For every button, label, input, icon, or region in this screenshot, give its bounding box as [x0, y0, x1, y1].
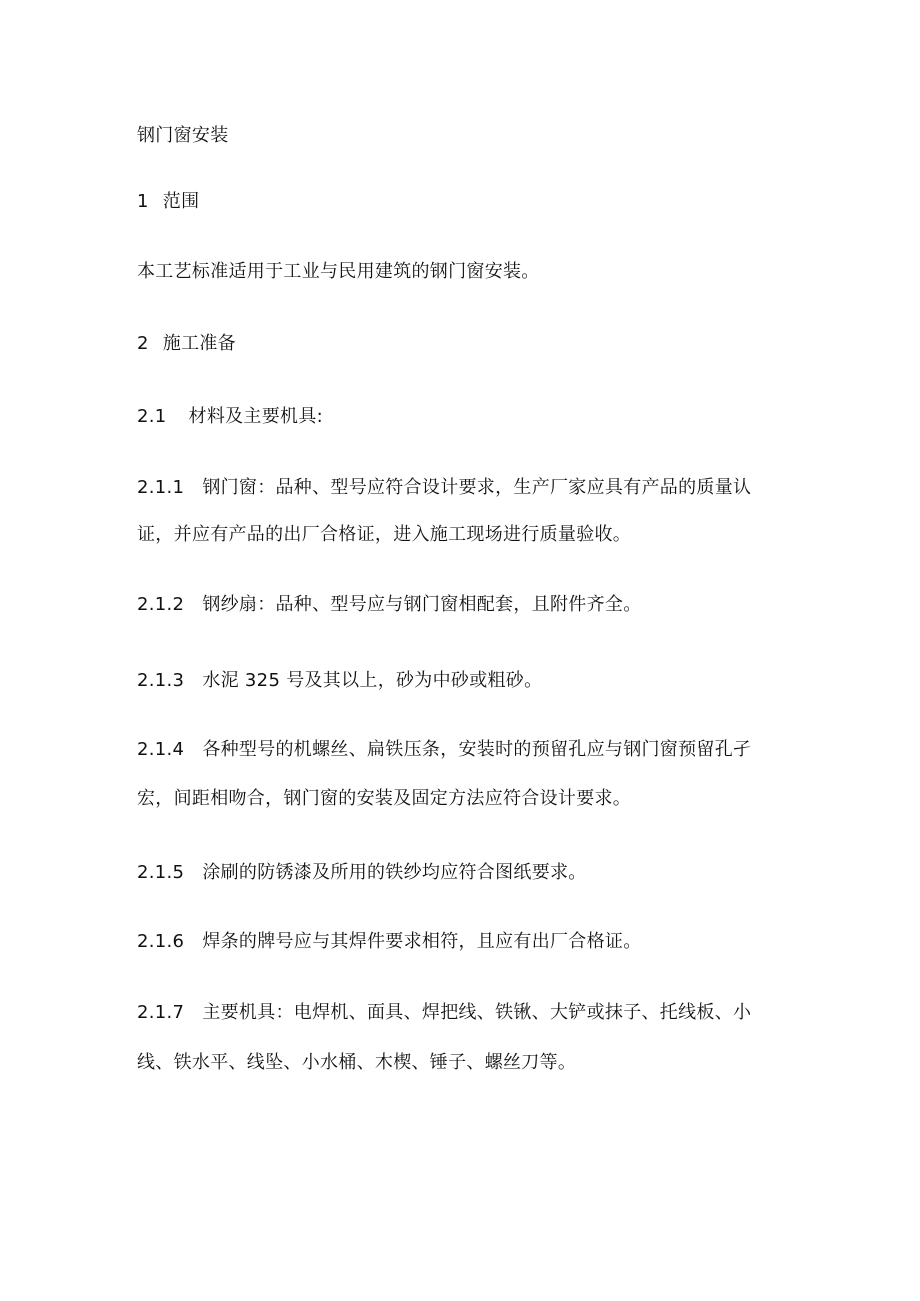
item-2-1-2 [137, 593, 642, 617]
item-2-1-3 [137, 669, 542, 693]
section-1-heading [137, 190, 199, 214]
item-2-1-1 [137, 476, 751, 500]
document-title [137, 124, 229, 148]
item-text-line2: 线、铁水平、线坠、小水桶、木楔、锤子、螺丝刀等。 [137, 1052, 577, 1073]
item-2-1-5 [137, 861, 587, 885]
item-number: 2.1.7 [137, 1002, 185, 1023]
item-2-1-6 [137, 930, 642, 954]
section-2-heading-text: 施工准备 [162, 333, 236, 354]
item-number: 2.1.3 [137, 670, 185, 691]
item-text-line1: 主要机具：电焊机、面具、焊把线、铁锹、大铲或抹子、托线板、小 [202, 1002, 752, 1023]
subsection-2-1 [137, 405, 323, 429]
item-text-line1: 钢纱扇：品种、型号应与钢门窗相配套，且附件齐全。 [202, 594, 642, 615]
section-2-heading [137, 332, 236, 356]
item-text-line1: 涂刷的防锈漆及所用的铁纱均应符合图纸要求。 [202, 862, 587, 883]
item-text-line2: 证，并应有产品的出厂合格证，进入施工现场进行质量验收。 [137, 524, 632, 545]
item-number: 2.1.2 [137, 594, 185, 615]
item-text-line2: 宏，间距相吻合，钢门窗的安装及固定方法应符合设计要求。 [137, 788, 632, 809]
item-2-1-4 [137, 738, 751, 762]
subsection-2-1-number: 2.1 [137, 406, 167, 427]
item-number: 2.1.4 [137, 739, 185, 760]
item-text-line1: 钢门窗：品种、型号应符合设计要求，生产厂家应具有产品的质量认 [202, 477, 752, 498]
item-number: 2.1.6 [137, 931, 185, 952]
item-number: 2.1.1 [137, 477, 185, 498]
item-2-1-4-continuation [137, 787, 631, 811]
item-2-1-7-continuation [137, 1051, 576, 1075]
section-2-number: 2 [137, 333, 149, 354]
item-text-line1: 焊条的牌号应与其焊件要求相符，且应有出厂合格证。 [202, 931, 642, 952]
item-number: 2.1.5 [137, 862, 185, 883]
section-1-body [137, 260, 540, 284]
item-text-line1: 各种型号的机螺丝、扁铁压条，安装时的预留孔应与钢门窗预留孔孑 [202, 739, 752, 760]
item-2-1-7 [137, 1001, 751, 1025]
section-1-body-text: 本工艺标准适用于工业与民用建筑的钢门窗安装。 [137, 261, 540, 282]
item-text-line1: 水泥 325 号及其以上，砂为中砂或粗砂。 [202, 670, 543, 691]
subsection-2-1-text: 材料及主要机具: [188, 406, 323, 427]
item-2-1-1-continuation [137, 523, 631, 547]
document-title-text: 钢门窗安装 [137, 125, 229, 146]
section-1-heading-text: 范围 [162, 191, 200, 212]
section-1-number: 1 [137, 191, 149, 212]
